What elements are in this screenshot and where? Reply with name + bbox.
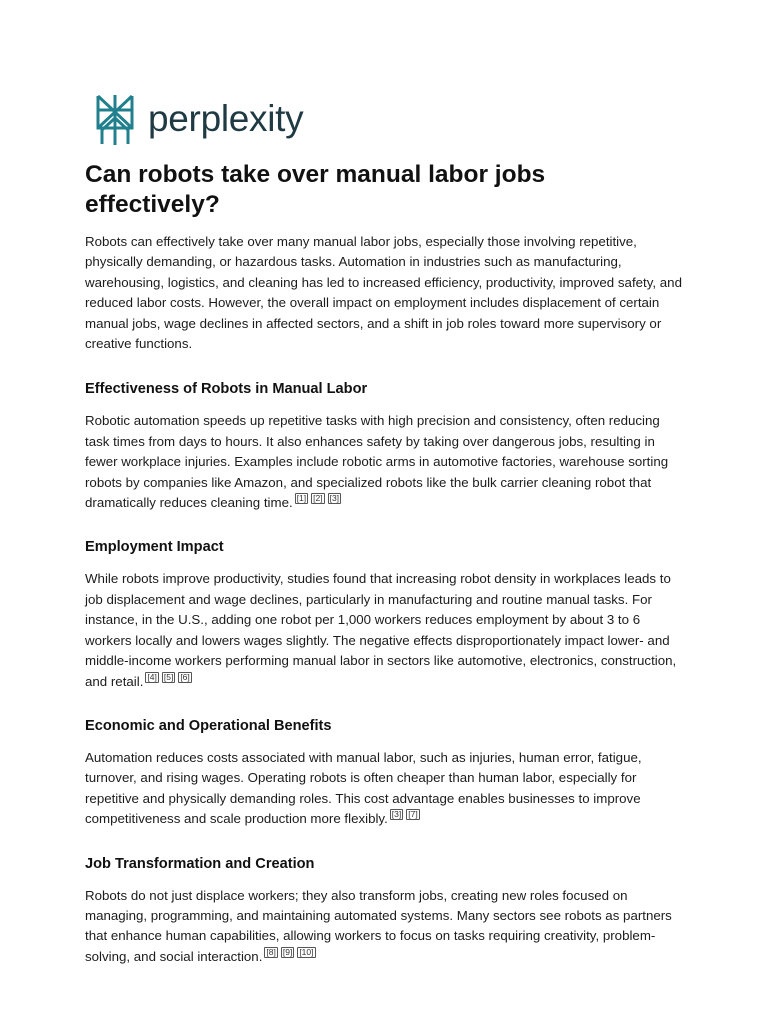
citation-link[interactable]: [4]	[147, 671, 157, 682]
answer-content	[85, 232, 685, 991]
citation-link[interactable]: [8]	[266, 946, 276, 957]
citation-link[interactable]: [5]	[163, 671, 174, 682]
citation-link[interactable]: [3]	[329, 493, 340, 504]
section-body: Robots do not just displace workers; they also transform jobs, creating new roles focused on managing, programming, and maintaining automated systems. Many sectors see robots as partners that enhance human capabilities, allowing workers to focus on tasks requiring creativity, problem-solving, and social interaction. [8] [9] [10]	[85, 887, 672, 964]
section-employment-impact	[85, 537, 685, 691]
section-heading: Employment Impact	[85, 539, 224, 556]
section-body: While robots improve productivity, studies found that increasing robot density in workplaces leads to job displacement and wage declines, particularly in manufacturing and routine manual tasks. For instance, in the U.S., adding one robot per 1,000 workers reduces employment by about 3 to 6 workers locally and lowers wages slightly. The negative effects disproportionately impact lower- and middle-income workers performing manual labor in sectors like automotive, electronics, construction, and retail. [4] [5] [6]	[85, 571, 677, 689]
page-title: Can robots take over manual labor jobs effectively?	[85, 161, 546, 218]
citation-link[interactable]: [1]	[296, 493, 307, 504]
citation-link[interactable]: [2]	[313, 493, 323, 504]
section-heading: Effectiveness of Robots in Manual Labor	[85, 381, 368, 398]
brand-logo	[94, 94, 303, 146]
section-body: Robotic automation speeds up repetitive tasks with high precision and consistency, often reducing task times from days to hours. It also enhances safety by taking over dangerous jobs, resulting in fewer workplace injuries. Examples include robotic arms in automotive factories, warehouse sorting robots by companies like Amazon, and specialized robots like the bulk carrier cleaning robot that dramatically reduces cleaning time. [1] [2] [3]	[85, 413, 669, 511]
section-job-transformation	[85, 854, 685, 968]
section-heading: Economic and Operational Benefits	[85, 717, 332, 734]
section-effectiveness	[85, 379, 685, 513]
intro-paragraph: Robots can effectively take over many manual labor jobs, especially those involving repetitive, physically demanding, or hazardous tasks. Automation in industries such as manufacturing, warehousing, logistics, and cleaning has led to increased efficiency, productivity, improved safety, and reduced labor costs. However, the overall impact on employment includes displacement of certain manual jobs, wage declines in affected sectors, and a shift in job roles toward more supervisory or creative functions.	[85, 234, 682, 352]
perplexity-logo-icon	[94, 94, 136, 146]
citation-link[interactable]: [10]	[299, 946, 314, 957]
citation-link[interactable]: [9]	[282, 946, 293, 957]
citation-link[interactable]: [3]	[391, 809, 402, 820]
brand-name: perplexity	[148, 97, 304, 139]
citation-link[interactable]: [6]	[180, 671, 190, 682]
section-body: Automation reduces costs associated with manual labor, such as injuries, human error, fatigue, turnover, and rising wages. Operating robots is often cheaper than human labor, especially for repetitive and physically demanding roles. This cost advantage enables businesses to improve competitiveness and scale production more flexibly. [3] [7]	[85, 749, 642, 827]
citation-link[interactable]: [7]	[408, 809, 418, 820]
section-heading: Job Transformation and Creation	[85, 855, 315, 872]
section-economic-benefits	[85, 716, 685, 830]
